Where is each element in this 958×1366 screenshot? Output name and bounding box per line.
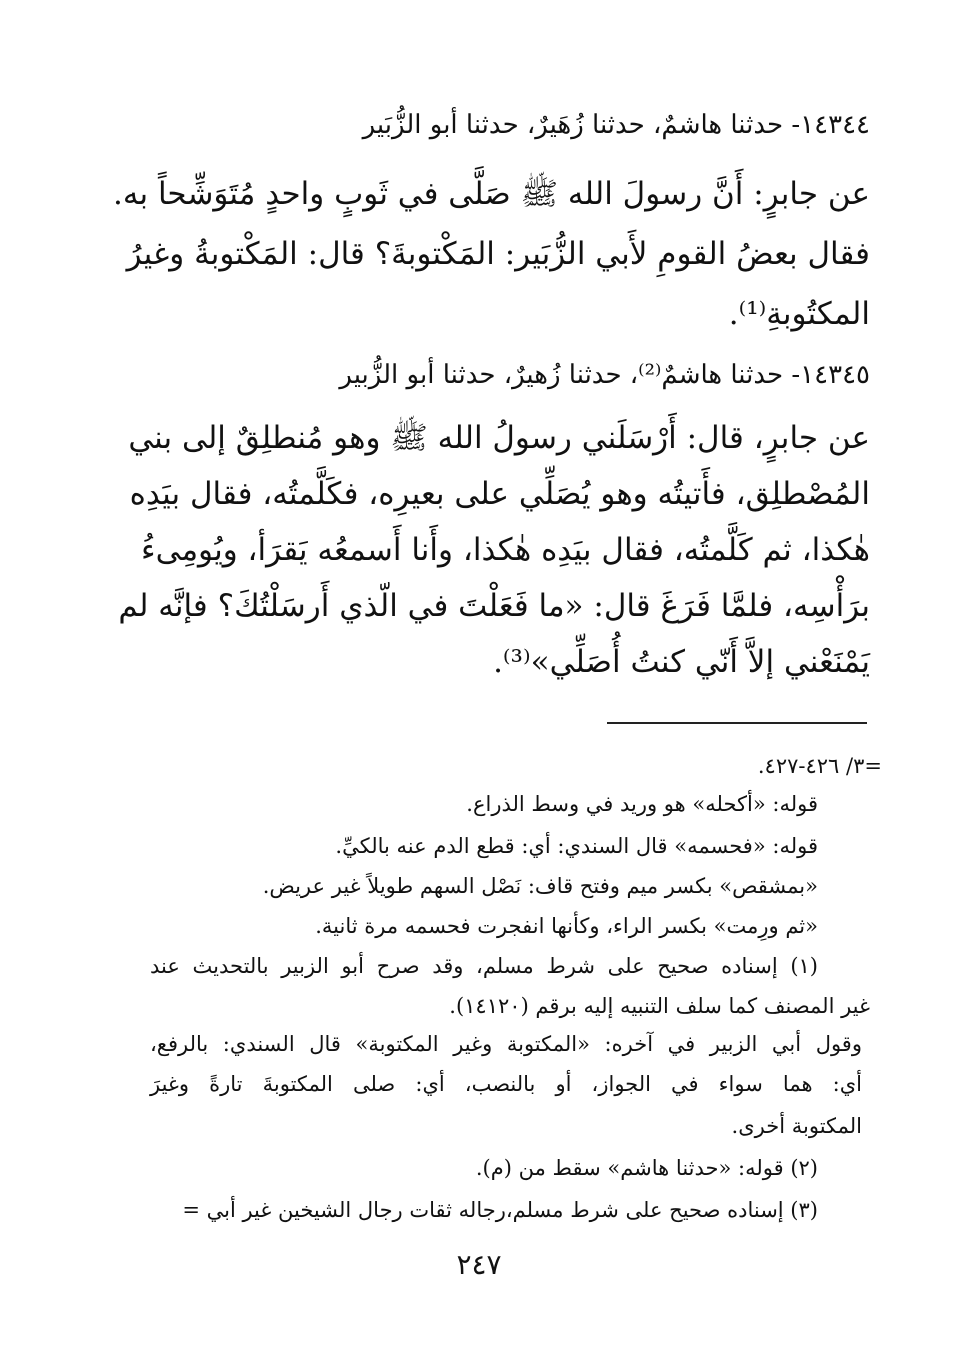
footnote-line: (٢) قوله: «حدثنا هاشم» سقط من (م). [475, 1156, 818, 1180]
footnote-line: =٣/ ٤٢٦-٤٢٧. [757, 754, 882, 778]
footnote-line: (٣) إسناده صحيح على شرط مسلم،رجاله ثقات رجال الشيخين غير أبي = [182, 1198, 818, 1222]
footnote-separator [607, 722, 867, 724]
hadith-text-line: المُصْطلِق، فأَتيتُه وهو يُصَلِّي على بعيرِه، فكَلَّمتُه، فقال بيَدِه [129, 476, 870, 512]
footnote-line: (١) إسناده صحيح على شرط مسلم، وقد صرح أبو الزبير بالتحديث عند [150, 954, 818, 978]
hadith-text-line: يَمْنَعْني إلاَّ أَنّي كنتُ أُصَلِّي»⁽³⁾. [493, 644, 870, 680]
footnote-line: قوله: «أكحله» هو وريد في وسط الذراع. [466, 792, 818, 816]
hadith-text-line: برَأْسِه، فلمَّا فَرَغَ قال: «ما فَعَلْتَ في الّذي أَرسَلْتُكَ؟ فإنَّه لم [118, 588, 870, 624]
footnote-line: المكتوبة أخرى. [731, 1114, 862, 1138]
hadith-header: ١٤٣٤٥- حدثنا هاشمٌ⁽²⁾، حدثنا زُهيرٌ، حدثنا أبو الزُّبير [339, 360, 870, 390]
hadith-text-line: فقال بعضُ القومِ لأَبي الزُّبَير: المَكْتوبةَ؟ قال: المَكْتوبةُ وغيرُ [126, 236, 870, 272]
footnote-line: غير المصنف كما سلف التنبيه إليه برقم (١٤١٢٠). [449, 994, 870, 1018]
hadith-text-line: المكتُوبةِ⁽¹⁾. [728, 296, 870, 332]
footnote-line: «بمشقص» بكسر ميم وفتح قاف: نَصْل السهم طويلاً غير عريض. [262, 874, 818, 898]
footnote-line: أي: هما سواء في الجواز، أو بالنصب، أي: صلى المكتوبةَ تارةً وغيرَ [150, 1072, 862, 1096]
footnote-line: قوله: «فحسمه» قال السندي: أي: قطع الدم عنه بالكيِّ. [335, 834, 818, 858]
hadith-text-line: عن جابرٍ، قال: أَرْسَلَني رسولُ الله ﷺ وهو مُنطلِقٌ إلى بني [128, 420, 870, 456]
page-number: ٢٤٧ [456, 1248, 502, 1281]
footnote-line: وقول أبي الزبير في آخره: «المكتوبة وغير المكتوبة» قال السندي: بالرفع، [150, 1032, 862, 1056]
hadith-header: ١٤٣٤٤- حدثنا هاشمٌ، حدثنا زُهَيرٌ، حدثنا أبو الزُّبَير [362, 110, 870, 140]
footnote-line: «ثم ورِمت» بكسر الراء، وكأنها انفجرت فحسمه مرة ثانية. [315, 914, 818, 938]
hadith-text-line: عن جابرٍ: أَنَّ رسولَ الله ﷺ صَلَّى في ثَوبٍ واحدٍ مُتَوَشِّحاً به. [113, 176, 870, 212]
hadith-text-line: هٰكذا، ثم كَلَّمتُه، فقال بيَدِه هٰكذا، وأَنا أَسمعُه يَقرَأ، ويُومِىءُ [141, 532, 870, 568]
